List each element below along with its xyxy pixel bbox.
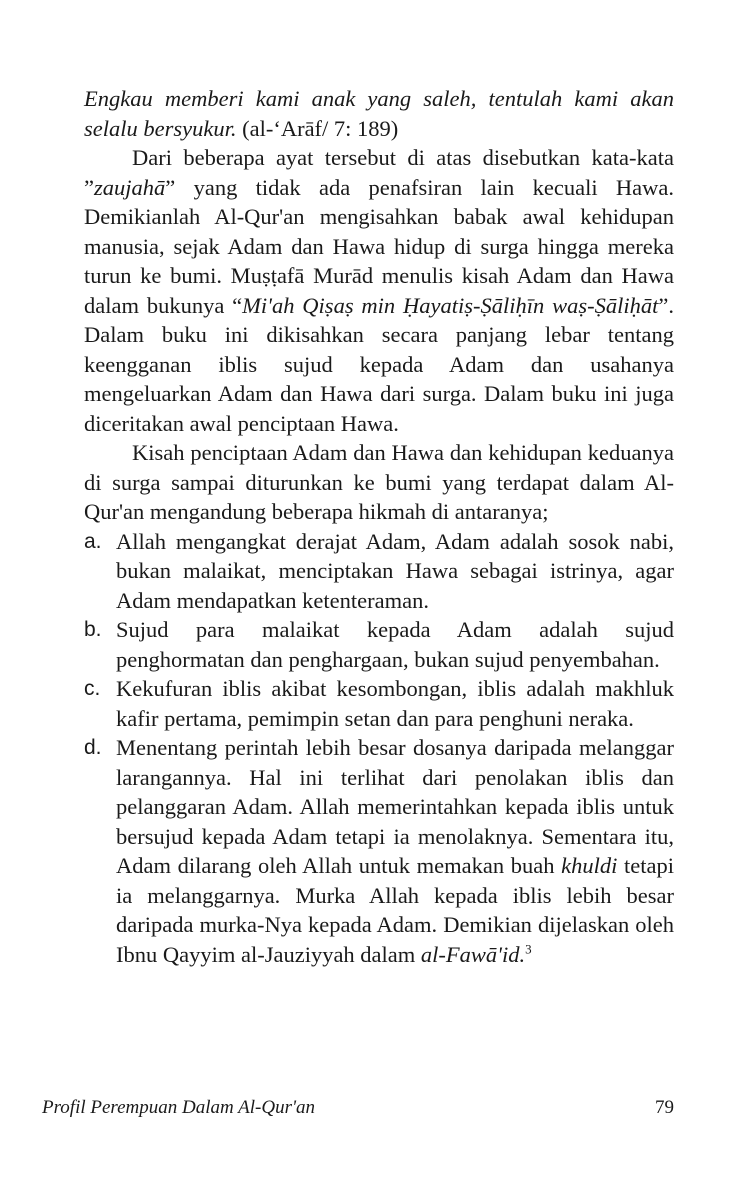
- running-title: Profil Perempuan Dalam Al-Qur'an: [42, 1097, 316, 1118]
- list-item-text-cont: tetapi ia melanggarnya. Murka Allah kepada iblis lebih besar daripada murka-Nya kepada Adam. Demikian dijelaskan oleh Ibnu Qayyim al-Jauziyyah dalam: [116, 853, 674, 967]
- quote-text: Engkau memberi kami anak yang saleh, tentulah kami akan selalu bersyukur.: [84, 86, 674, 141]
- list-item: [84, 733, 674, 969]
- list-marker: d.: [84, 736, 102, 759]
- term-zaujaha: zaujahā: [94, 174, 166, 200]
- paragraph-2: Kisah penciptaan Adam dan Hawa dan kehidupan keduanya di surga sampai diturunkan ke bumi yang terdapat dalam Al-Qur'an mengandung beberapa hikmah di antaranya;: [84, 440, 674, 524]
- quote-block: [84, 84, 674, 143]
- list-item: [84, 674, 674, 733]
- hikmah-list: [84, 527, 674, 970]
- page-footer: [42, 1097, 674, 1119]
- term-khuldi: khuldi: [561, 853, 618, 878]
- paragraph-1: [84, 143, 674, 438]
- paragraph-1-text-b: ” yang tidak ada penafsiran lain kecuali Hawa. Demikianlah Al-Qur'an mengisahkan babak awal kehidupan manusia, sejak Adam dan Hawa hidup di surga hingga mereka turun ke bumi. Muṣṭafā Murād menulis kisah Adam dan Hawa dalam bukunya “: [84, 174, 674, 318]
- list-marker: a.: [84, 529, 102, 553]
- page-body: [84, 84, 674, 969]
- list-item-text: Kekufuran iblis akibat kesombongan, iblis adalah makhluk kafir pertama, pemimpin setan dan para penghuni neraka.: [116, 676, 674, 731]
- book-fawaid: al-Fawā'id.: [420, 941, 526, 967]
- quote-citation: (al-‘Arāf/ 7: 189): [236, 115, 399, 141]
- page-number: 79: [655, 1097, 674, 1118]
- list-item: [84, 615, 674, 674]
- list-item: [84, 527, 674, 616]
- paragraph-1-text-c: ”. Dalam buku ini dikisahkan secara panjang lebar tentang keengganan iblis sujud kepada Adam dan usahanya mengeluarkan Adam dan Hawa dari surga. Dalam buku ini juga diceritakan awal penciptaan Hawa.: [84, 292, 674, 436]
- footnote-ref[interactable]: 3: [525, 941, 532, 956]
- book-title: Mi'ah Qiṣaṣ min Ḥayatiṣ-Ṣāliḥīn waṣ-Ṣāliḥāt: [242, 292, 659, 318]
- list-item-text: Menentang perintah lebih besar dosanya daripada melanggar larangannya. Hal ini terlihat dari penolakan iblis dan pelanggaran Adam. Allah memerintahkan kepada iblis untuk bersujud kepada Adam tetapi ia menolaknya. Sementara itu, Adam dilarang oleh Allah untuk memakan buah: [116, 735, 674, 878]
- paragraph-1-text-a: Dari beberapa ayat tersebut di atas disebutkan kata-kata ”: [84, 145, 674, 200]
- list-marker: c.: [84, 677, 101, 700]
- list-marker: b.: [84, 618, 102, 641]
- list-item-text: Sujud para malaikat kepada Adam adalah sujud penghormatan dan penghargaan, bukan sujud penyembahan.: [116, 617, 674, 672]
- list-item-text: Allah mengangkat derajat Adam, Adam adalah sosok nabi, bukan malaikat, menciptakan Hawa sebagai istrinya, agar Adam mendapatkan ketenteraman.: [116, 528, 674, 613]
